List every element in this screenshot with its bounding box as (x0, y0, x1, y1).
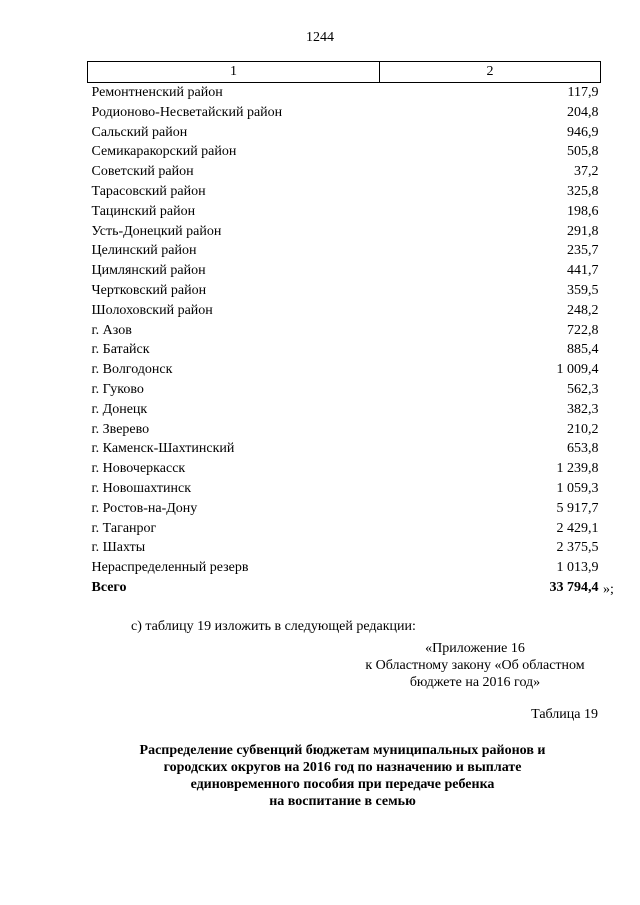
table-row (88, 301, 601, 321)
title-line: на воспитание в семью (269, 794, 416, 809)
row-name: Ремонтненский район (91, 85, 223, 100)
row-value: 2 375,5 (556, 540, 599, 556)
row-name: г. Азов (91, 322, 132, 338)
table-row (88, 519, 601, 539)
table-row (88, 123, 601, 143)
row-name: Усть-Донецкий район (91, 223, 222, 239)
appendix-line: бюджете на 2016 год» (409, 675, 541, 690)
row-name: г. Батайск (91, 342, 150, 358)
table-row (88, 340, 601, 360)
row-name: г. Таганрог (91, 520, 157, 536)
table-row (88, 439, 601, 459)
row-value: 291,8 (567, 223, 599, 239)
row-value: 1 059,3 (556, 480, 599, 496)
subsidy-table (87, 61, 601, 598)
table-row (88, 538, 601, 558)
row-name: Тарасовский район (91, 183, 206, 199)
table-label: Таблица 19 (531, 707, 598, 722)
page-number: 1244 (306, 30, 334, 45)
table-row (88, 162, 601, 182)
table-row (88, 103, 601, 123)
row-value: 37,2 (574, 164, 599, 180)
closing-quote: »; (603, 582, 614, 597)
row-value: 5 917,7 (556, 500, 599, 516)
table-row (88, 202, 601, 222)
row-name: г. Донецк (91, 401, 148, 417)
row-value: 562,3 (567, 381, 599, 397)
table-row (88, 479, 601, 499)
row-name: г. Волгодонск (91, 362, 173, 378)
row-value: 1 239,8 (556, 461, 599, 477)
table-row (88, 420, 601, 440)
row-value: 235,7 (567, 243, 599, 259)
row-value: 198,6 (567, 203, 599, 219)
table-header-row (88, 62, 601, 83)
table-row (88, 281, 601, 301)
column-header-2: 2 (380, 62, 601, 83)
row-name: Сальский район (91, 124, 188, 140)
row-name: Целинский район (91, 243, 197, 259)
table-row (88, 321, 601, 341)
appendix-line: «Приложение 16 (425, 641, 525, 656)
row-name: Семикаракорский район (91, 144, 237, 160)
instruction-text: с) таблицу 19 изложить в следующей редакции: (131, 619, 416, 634)
table-row (88, 558, 601, 578)
row-name: г. Новошахтинск (91, 480, 192, 496)
table-row (88, 380, 601, 400)
row-value: 2 429,1 (556, 520, 599, 536)
row-value: 1 013,9 (556, 560, 599, 576)
document-title (80, 742, 605, 810)
row-value: 210,2 (567, 421, 599, 437)
table-row (88, 83, 601, 103)
row-name: Тацинский район (91, 203, 196, 219)
table-row (88, 459, 601, 479)
row-name: г. Каменск-Шахтинский (91, 441, 235, 457)
row-name: г. Ростов-на-Дону (91, 500, 198, 516)
table-row (88, 182, 601, 202)
row-name: Родионово-Несветайский район (91, 104, 283, 120)
row-value: 204,8 (567, 104, 599, 120)
table-row (88, 261, 601, 281)
row-name: Шолоховский район (91, 302, 213, 318)
row-value: 722,8 (567, 322, 599, 338)
column-header-1: 1 (88, 62, 380, 83)
row-name: Нераспределенный резерв (91, 560, 249, 576)
table-row (88, 499, 601, 519)
table-row (88, 241, 601, 261)
total-row (88, 578, 601, 598)
row-value: 441,7 (567, 263, 599, 279)
row-value: 117,9 (567, 85, 599, 100)
title-line: Распределение субвенций бюджетам муниципальных районов и (139, 743, 546, 758)
title-line: городских округов на 2016 год по назначению и выплате (163, 760, 522, 775)
row-value: 653,8 (567, 441, 599, 457)
row-name: г. Зверево (91, 421, 150, 437)
row-value: 1 009,4 (556, 362, 599, 378)
row-name: Чертковский район (91, 282, 207, 298)
row-value: 885,4 (567, 342, 599, 358)
row-name: г. Шахты (91, 540, 146, 556)
table-row (88, 360, 601, 380)
table-row (88, 222, 601, 242)
row-name: г. Новочеркасск (91, 461, 186, 477)
row-name: Цимлянский район (91, 263, 206, 279)
appendix-heading (340, 640, 610, 691)
row-value: 325,8 (567, 183, 599, 199)
row-value: 359,5 (567, 282, 599, 298)
row-value: 505,8 (567, 144, 599, 160)
row-value: 248,2 (567, 302, 599, 318)
total-value: 33 794,4 (549, 579, 599, 595)
row-name: г. Гуково (91, 381, 144, 397)
table-row (88, 400, 601, 420)
row-name: Советский район (91, 164, 194, 180)
total-label: Всего (91, 579, 127, 595)
row-value: 382,3 (567, 401, 599, 417)
row-value: 946,9 (567, 124, 599, 140)
appendix-line: к Областному закону «Об областном (365, 658, 585, 673)
title-line: единовременного пособия при передаче ребенка (190, 777, 495, 792)
table-row (88, 142, 601, 162)
